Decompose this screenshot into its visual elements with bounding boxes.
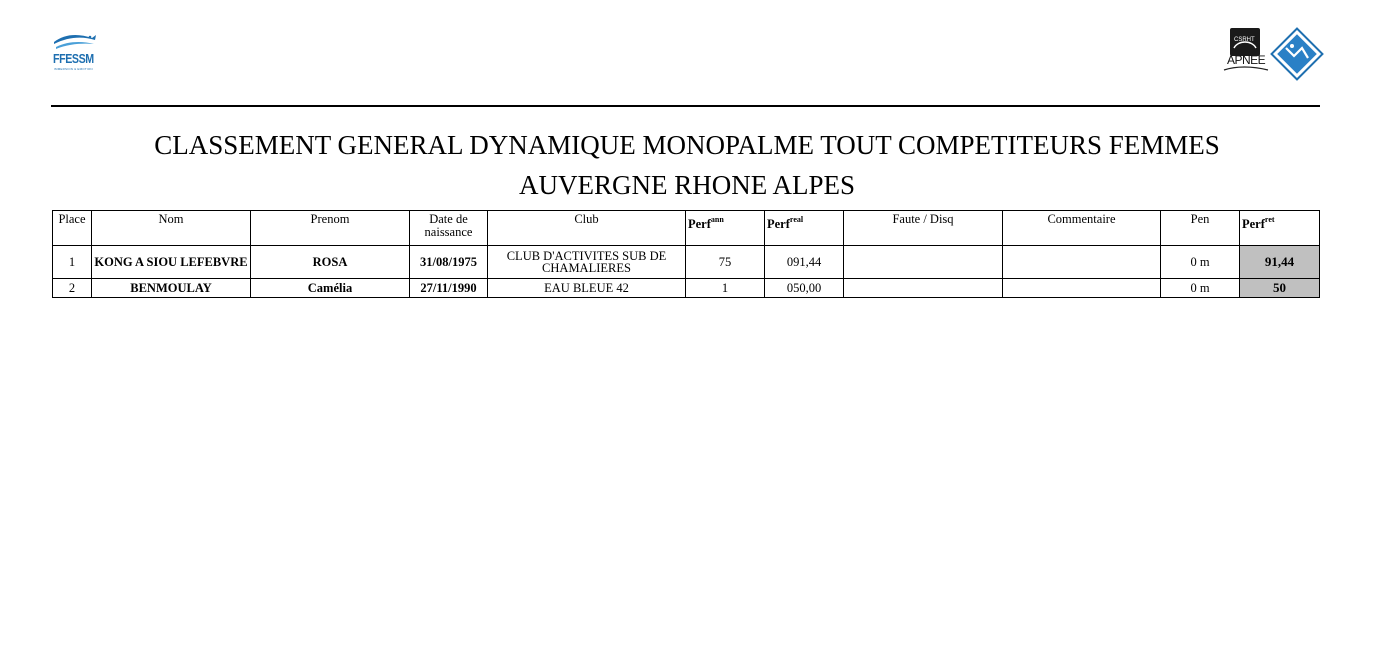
cell-club: CLUB D'ACTIVITES SUB DE CHAMALIERES xyxy=(488,246,686,279)
page-subtitle: AUVERGNE RHONE ALPES xyxy=(518,170,855,200)
table-header-row xyxy=(53,211,1320,246)
cell-perf-real: 050,00 xyxy=(765,279,844,298)
apnee-logos xyxy=(1222,26,1324,82)
ffessm-logo-text: FFESSM xyxy=(53,51,94,66)
cell-pen: 0 m xyxy=(1161,246,1240,279)
cell-prenom: ROSA xyxy=(251,246,410,279)
cell-commentaire xyxy=(1003,246,1161,279)
col-faute: Faute / Disq xyxy=(844,211,1003,246)
cell-perf-ann: 75 xyxy=(686,246,765,279)
header-divider xyxy=(51,105,1320,107)
table-row xyxy=(53,279,1320,298)
col-prenom: Prenom xyxy=(251,211,410,246)
table-row xyxy=(53,246,1320,279)
wave-icon xyxy=(52,30,100,52)
cell-nom: BENMOULAY xyxy=(92,279,251,298)
cell-place: 2 xyxy=(53,279,92,298)
ffessm-logo-tagline: IMMERSION & EMOTION xyxy=(54,67,93,71)
cell-faute xyxy=(844,279,1003,298)
cell-club: EAU BLEUE 42 xyxy=(488,279,686,298)
col-perf-ret: Perf$^{ret}$ xyxy=(1240,211,1320,246)
csrh-label: CSRHT xyxy=(1234,37,1255,43)
col-date: Date de naissance xyxy=(410,211,488,246)
col-place: Place xyxy=(53,211,92,246)
cell-prenom: Camélia xyxy=(251,279,410,298)
col-commentaire: Commentaire xyxy=(1003,211,1161,246)
cell-perf-real: 091,44 xyxy=(765,246,844,279)
cell-date: 31/08/1975 xyxy=(410,246,488,279)
page-title: CLASSEMENT GENERAL DYNAMIQUE MONOPALME TOUT COMPETITEURS FEMMES xyxy=(154,130,1220,160)
cell-perf-ret: 50 xyxy=(1240,279,1320,298)
col-pen: Pen xyxy=(1161,211,1240,246)
col-nom: Nom xyxy=(92,211,251,246)
cell-commentaire xyxy=(1003,279,1161,298)
cell-pen: 0 m xyxy=(1161,279,1240,298)
cell-perf-ret: 91,44 xyxy=(1240,246,1320,279)
cell-place: 1 xyxy=(53,246,92,279)
cell-perf-ann: 1 xyxy=(686,279,765,298)
col-club: Club xyxy=(488,211,686,246)
results-table xyxy=(52,210,1320,298)
apnee-logo-text: APNEE xyxy=(1227,53,1266,67)
ffessm-logo xyxy=(52,30,100,74)
cell-faute xyxy=(844,246,1003,279)
cell-date: 27/11/1990 xyxy=(410,279,488,298)
col-perf-real: Perf$^{real}$ xyxy=(765,211,844,246)
col-perf-ann: Perf$^{ann}$ xyxy=(686,211,765,246)
cell-nom: KONG A SIOU LEFEBVRE xyxy=(92,246,251,279)
